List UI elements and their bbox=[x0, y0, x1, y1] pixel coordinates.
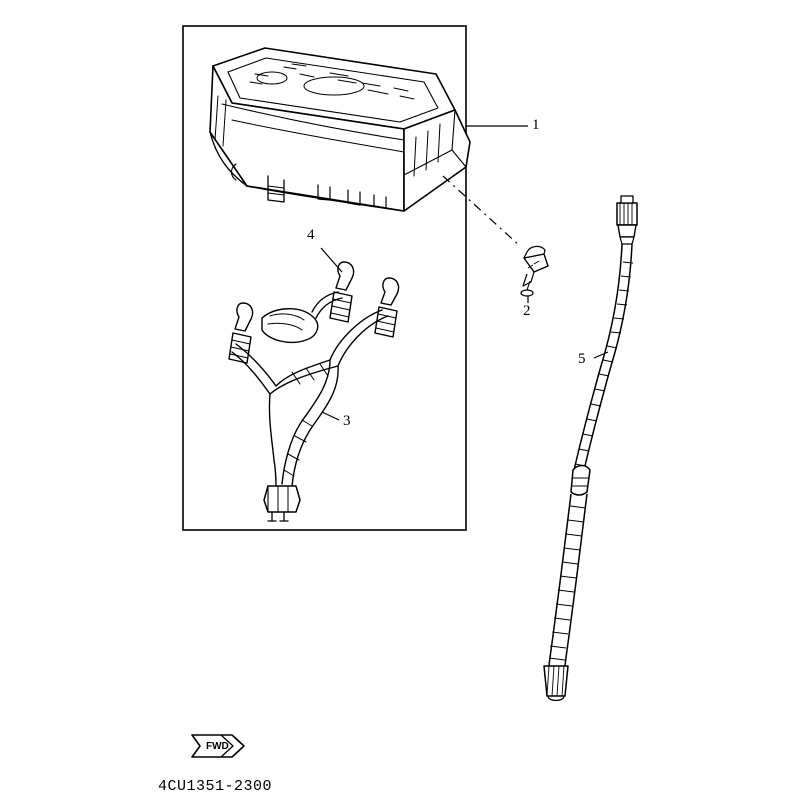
callout-1: 1 bbox=[532, 117, 540, 133]
callout-2: 2 bbox=[523, 303, 531, 319]
speedometer-cable bbox=[544, 196, 637, 701]
bulb-sockets bbox=[229, 262, 399, 363]
assembly-dashed-line bbox=[443, 176, 520, 246]
speedometer-assembly bbox=[210, 48, 470, 211]
callout-5: 5 bbox=[578, 351, 586, 367]
fwd-label: FWD bbox=[206, 741, 229, 752]
leader-line-4 bbox=[321, 248, 342, 272]
callout-3: 3 bbox=[343, 413, 351, 429]
part-code-label: 4CU1351-2300 bbox=[158, 778, 273, 795]
leader-line-3 bbox=[322, 412, 339, 420]
wire-harness bbox=[232, 292, 388, 521]
mounting-screw bbox=[521, 246, 548, 296]
callout-4: 4 bbox=[307, 227, 315, 243]
leader-line-5 bbox=[594, 352, 608, 358]
